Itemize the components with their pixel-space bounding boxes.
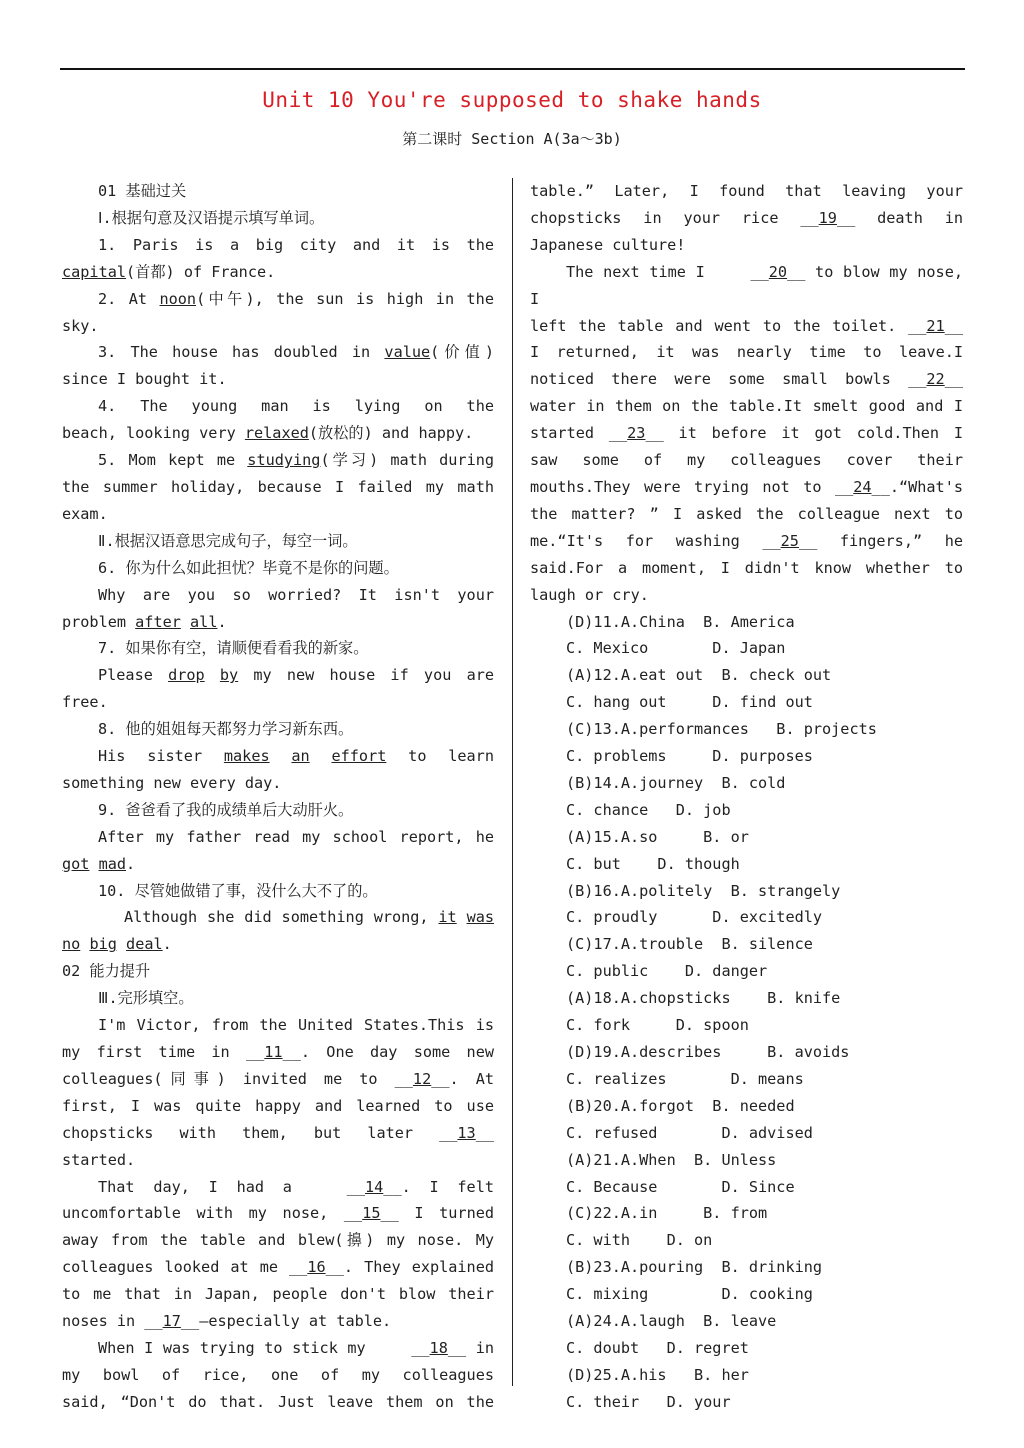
option-line: (B)20.A.forgot B. needed — [566, 1096, 795, 1115]
question-8: 8. 他的姐姐每天都努力学习新东西。 His sister makes an effort to learn something new every day. — [62, 720, 494, 792]
question-10: 10. 尽管她做错了事，没什么大不了的。 Although she did something wrong, it was no big deal. — [62, 881, 494, 954]
option-line: (B)23.A.pouring B. drinking — [566, 1258, 823, 1277]
column-divider — [512, 178, 513, 1386]
answer: capital — [62, 262, 127, 281]
question-6: 6. 你为什么如此担忧？毕竟不是你的问题。 Why are you so worried? It isn't your problem after all. — [62, 558, 494, 631]
option-line: C. chance D. job — [566, 800, 731, 819]
option-line: C. Because D. Since — [566, 1177, 795, 1196]
option-line: (A)21.A.When B. Unless — [566, 1150, 777, 1169]
option-line: C. but D. though — [566, 854, 740, 873]
option-line: C. doubt D. regret — [566, 1338, 749, 1357]
section-heading-basic: 01 基础过关 — [98, 182, 187, 200]
option-line: (A)15.A.so B. or — [566, 827, 749, 846]
part-3-instruction: Ⅲ.完形填空。 — [98, 989, 194, 1008]
cloze-passage-left: I'm Victor, from the United States.This is my first time in __11__. One day some new colleagues(同事) invited me to __12__. At first, I was quite happy and learned to use chopsticks with them, but later __13__ started. That day, I had a __14__. I felt uncomfortable with my nose, __15__ I turned away from the table and blew(擤) my nose. My colleagues looked at me __16__. They explained to me that in Japan, people don't blow their noses in __17__—especially at table. When I was trying to stick my __18__ in my bowl of rice, one of my colleagues said, “Don't do that. Just leave them on the — [62, 1016, 495, 1411]
option-line: (B)16.A.politely B. strangely — [566, 881, 841, 900]
left-column — [62, 178, 494, 1416]
top-rule — [60, 68, 965, 70]
option-line: C. public D. danger — [566, 962, 768, 981]
option-line: (A)24.A.laugh B. leave — [566, 1312, 777, 1331]
option-line: (C)13.A.performances B. projects — [566, 720, 877, 739]
option-line: C. hang out D. find out — [566, 693, 813, 712]
option-line: C. mixing D. cooking — [566, 1285, 813, 1304]
answer: noon — [159, 289, 197, 308]
question-2: 2. At noon(中午), the sun is high in the sky. — [62, 289, 494, 335]
option-line: (D)25.A.his B. her — [566, 1365, 749, 1384]
part-1-instruction: Ⅰ.根据句意及汉语提示填写单词。 — [98, 208, 325, 227]
answer-options — [530, 609, 963, 1416]
answer: relaxed — [244, 424, 309, 443]
question-3: 3. The house has doubled in value(价值) since I bought it. — [62, 343, 494, 389]
question-4: 4. The young man is lying on the beach, looking very relaxed(放松的) and happy. — [62, 397, 494, 443]
option-line: (B)14.A.journey B. cold — [566, 773, 786, 792]
cloze-passage-right: table.” Later, I found that leaving your chopsticks in your rice __19__ death in Japanese culture! The next time I __20__ to blow my nose, I left the table and went to the toilet. __21__ I returned, it was nearly time to leave.I noticed there were some small bowls __22__ water in them on the table.It smelt good and I started __23__ it before it got cold.Then I saw some of my colleagues cover their mouths.They were trying not to __24__.“What's the matter? ” I asked the colleague next to me.“It's for washing __25__ fingers,” he said.For a moment, I didn't know whether to laugh or cry. — [530, 182, 963, 604]
option-line: C. with D. on — [566, 1231, 713, 1250]
option-line: C. proudly D. excitedly — [566, 908, 823, 927]
question-1: 1. Paris is a big city and it is the capital(首都) of France. — [62, 232, 494, 286]
right-column — [530, 178, 963, 1416]
answer: value — [384, 343, 431, 362]
section-heading-advanced: 02 能力提升 — [62, 962, 151, 981]
option-line: C. fork D. spoon — [566, 1016, 749, 1035]
question-9: 9. 爸爸看了我的成绩单后大动肝火。 After my father read my school report, he got mad. — [62, 800, 494, 873]
page-title: Unit 10 You're supposed to shake hands — [262, 88, 762, 112]
option-line: (A)12.A.eat out B. check out — [566, 666, 832, 685]
option-line: C. their D. your — [566, 1392, 731, 1411]
part-2-instruction: Ⅱ.根据汉语意思完成句子，每空一词。 — [98, 531, 358, 550]
option-line: C. realizes D. means — [566, 1069, 804, 1088]
question-5: 5. Mom kept me studying(学习) math during the summer holiday, because I failed my math exam. — [62, 451, 495, 523]
answer: studying — [247, 451, 321, 470]
option-line: C. Mexico D. Japan — [566, 639, 786, 658]
option-line: (A)18.A.chopsticks B. knife — [566, 989, 841, 1008]
question-7: 7. 如果你有空，请顺便看看我的新家。 Please drop by my new house if you are free. — [62, 639, 494, 712]
option-line: (D)11.A.China B. America — [566, 612, 795, 631]
option-line: C. problems D. purposes — [566, 747, 813, 766]
option-line: (C)17.A.trouble B. silence — [566, 935, 813, 954]
option-line: (D)19.A.describes B. avoids — [566, 1043, 850, 1061]
question-text: 1. Paris is a big city and it is the — [98, 235, 494, 254]
option-line: (C)22.A.in B. from — [566, 1204, 768, 1223]
page-subtitle: 第二课时 Section A(3a～3b) — [402, 130, 622, 148]
option-line: C. refused D. advised — [566, 1123, 813, 1142]
